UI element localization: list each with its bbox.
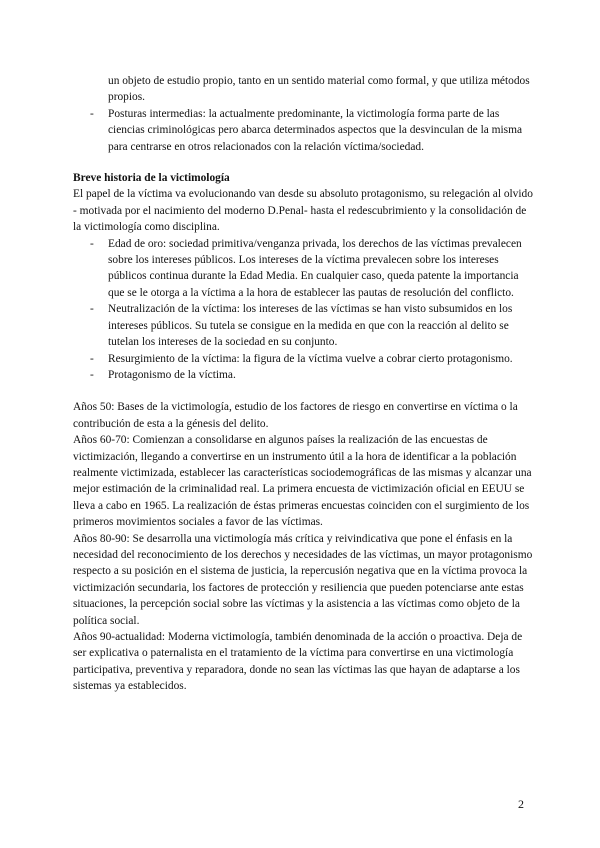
period-paragraph: Años 60-70: Comienzan a consolidarse en algunos países la realización de las encuestas de victimización, llegando a convertirse en un instrumento útil a la hora de identificar a la población realmente victimizada, establecer las características sociodemográficas de las mismas y alcanzar una mejor estimación de la criminalidad real. La primera encuesta de victimización oficial en EEUU se lleva a cabo en 1965. La realización de éstas primeras encuestas coinciden con el surgimiento de los primeros movimientos sociales a favor de las víctimas. [73, 434, 532, 529]
list-item: - Protagonismo de la víctima. [73, 367, 535, 383]
page-content [73, 73, 535, 695]
list-item: - Posturas intermedias: la actualmente predominante, la victimología forma parte de las ciencias criminológicas pero abarca determinados aspectos que la desvinculan de la misma para centrarse en otros relacionados con la relación víctima/sociedad. [73, 106, 535, 155]
period-paragraph: Años 50: Bases de la victimología, estudio de los factores de riesgo en convertirse en víctima o la contribución de esta a la génesis del delito. [73, 401, 518, 430]
page-number: 2 [518, 797, 524, 811]
top-bullet-list [73, 106, 535, 155]
spacer [73, 383, 535, 399]
list-item: - Resurgimiento de la víctima: la figura de la víctima vuelve a cobrar cierto protagonismo. [73, 351, 535, 367]
bullet-continuation: un objeto de estudio propio, tanto en un sentido material como formal, y que utiliza métodos propios. [108, 75, 530, 104]
section-intro: El papel de la víctima va evolucionando van desde su absoluto protagonismo, su relegación al olvido - motivada por el nacimiento del moderno D.Penal- hasta el redescubrimiento y la consolidación de la victimología como disciplina. [73, 188, 533, 234]
list-item: - Neutralización de la víctima: los intereses de las víctimas se han visto subsumidos en los intereses públicos. Su tutela se consigue en la medida en que con la reacción al delito se tutelan los intereses de la sociedad en su conjunto. [73, 301, 535, 350]
period-paragraph: Años 90-actualidad: Moderna victimología, también denominada de la acción o proactiva. Deja de ser explicativa o paternalista en el tratamiento de la víctima para convertirse en una victimología participativa, preventiva y reparadora, donde no sean las víctimas las que hayan de adaptarse a los sistemas ya establecidos. [73, 631, 523, 693]
history-bullet-list [73, 236, 535, 384]
list-item: - Edad de oro: sociedad primitiva/venganza privada, los derechos de las víctimas prevalecen sobre los intereses públicos. Los intereses de la víctima prevalecen sobre los intereses públicos continua durante la Edad Media. En cualquier caso, queda patente la importancia que se le otorga a la víctima a la hora de establecer las pautas de resolución del conflicto. [73, 236, 535, 302]
section-heading: Breve historia de la victimología [73, 172, 230, 185]
period-paragraph: Años 80-90: Se desarrolla una victimología más crítica y reivindicativa que pone el énfasis en la necesidad del reconocimiento de los derechos y necesidades de las víctimas, un mayor protagonismo respecto a su posición en el sistema de justicia, la repercusión negativa que en la víctima provoca la victimización secundaria, los factores de protección y resiliencia que pueden potenciarse ante estas situaciones, la percepción social sobre las víctimas y la asistencia a las víctimas como objeto de la política social. [73, 532, 533, 627]
